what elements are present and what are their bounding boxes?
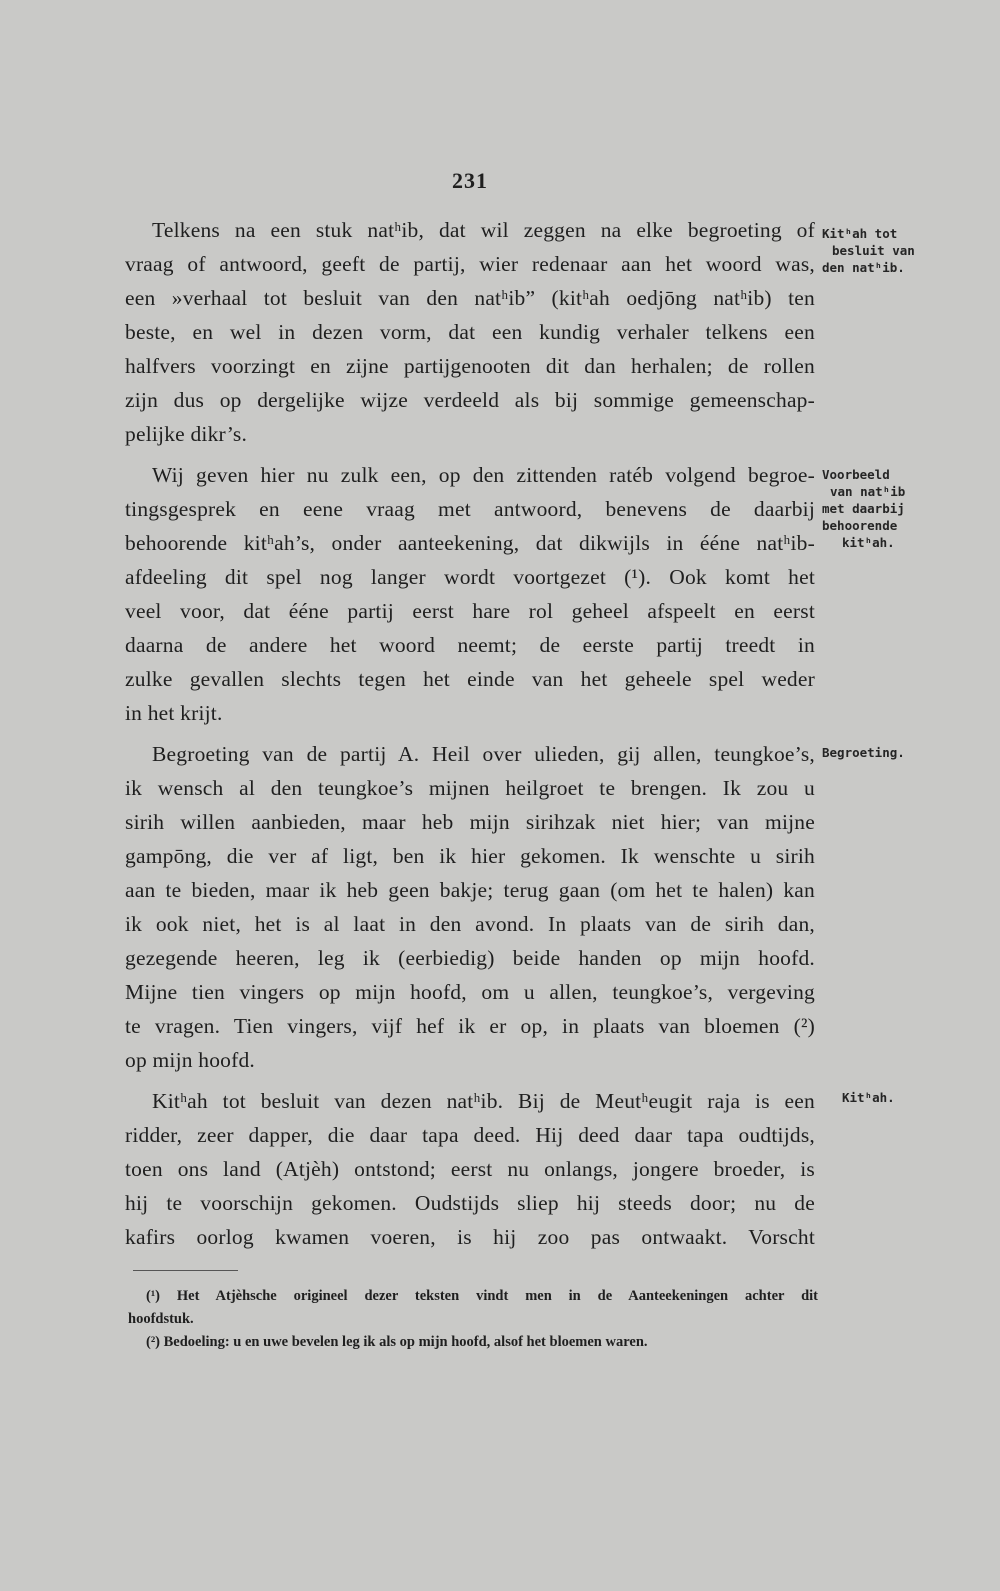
text-line: hij te voorschijn gekomen. Oudstijds sliep hij steeds door; nu de	[125, 1191, 815, 1215]
footnote-line: (²) Bedoeling: u en uwe bevelen leg ik als op mijn hoofd, alsof het bloemen waren.	[146, 1334, 648, 1350]
margin-note-line: den natʰib.	[822, 260, 905, 275]
text-line: afdeeling dit spel nog langer wordt voortgezet (¹). Ook komt het	[125, 565, 815, 589]
margin-note-line: behoorende	[822, 518, 898, 533]
margin-note-line: met daarbij	[822, 501, 905, 516]
text-line: op mijn hoofd.	[125, 1048, 256, 1072]
text-line: ridder, zeer dapper, die daar tapa deed. Hij deed daar tapa oudtijds,	[125, 1123, 815, 1147]
paragraph-kithah-besluit	[125, 1084, 815, 1254]
text-line: tingsgesprek en eene vraag met antwoord, benevens de daarbij	[125, 497, 815, 521]
margin-note-kithah-besluit	[822, 225, 922, 276]
text-line: beste, en wel in dezen vorm, dat een kundig verhaler telkens een	[125, 320, 815, 344]
footnote-line: hoofdstuk.	[128, 1311, 194, 1327]
margin-note-voorbeeld	[822, 466, 922, 551]
text-line: ik ook niet, het is al laat in den avond. In plaats van de sirih dan,	[125, 912, 815, 936]
text-line: behoorende kitʰah’s, onder aanteekening, dat dikwijls in ééne natʰib-	[125, 531, 815, 555]
text-line: in het krijt.	[125, 701, 223, 725]
footnote-line: (¹) Het Atjèhsche origineel dezer teksten vindt men in de Aanteekeningen achter dit	[146, 1288, 818, 1304]
text-line: gampōng, die ver af ligt, ben ik hier gekomen. Ik wenschte u sirih	[125, 844, 815, 868]
text-line: toen ons land (Atjèh) ontstond; eerst nu onlangs, jongere broeder, is	[125, 1157, 815, 1181]
text-line: vraag of antwoord, geeft de partij, wier redenaar aan het woord was,	[125, 252, 815, 276]
footnote-1	[128, 1285, 818, 1331]
margin-note-line: Kitʰah tot	[822, 226, 898, 241]
footnotes	[128, 1285, 818, 1354]
text-line: sirih willen aanbieden, maar heb mijn sirihzak niet hier; van mijne	[125, 810, 815, 834]
margin-note-line: van natʰib	[830, 484, 906, 499]
footnote-2	[128, 1331, 818, 1354]
text-line: zijn dus op dergelijke wijze verdeeld als bij sommige gemeenschap-	[125, 388, 815, 412]
text-line: Kitʰah tot besluit van dezen natʰib. Bij de Meutʰeugit raja is een	[152, 1089, 815, 1113]
margin-note-kithah	[842, 1089, 942, 1106]
text-line: een »verhaal tot besluit van den natʰib” (kitʰah oedjōng natʰib) ten	[125, 286, 815, 310]
paragraph-begroeting	[125, 737, 815, 1077]
text-line: aan te bieden, maar ik heb geen bakje; terug gaan (om het te halen) kan	[125, 878, 815, 902]
text-line: daarna de andere het woord neemt; de eerste partij treedt in	[125, 633, 815, 657]
margin-note-line: Begroeting.	[822, 745, 905, 760]
text-line: te vragen. Tien vingers, vijf hef ik er op, in plaats van bloemen (²)	[125, 1014, 815, 1038]
margin-note-line: besluit van	[832, 243, 915, 258]
text-line: gezegende heeren, leg ik (eerbiedig) beide handen op mijn hoofd.	[125, 946, 815, 970]
text-line: veel voor, dat ééne partij eerst hare rol geheel afspeelt en eerst	[125, 599, 815, 623]
page-number: 231	[452, 168, 488, 193]
margin-note-begroeting	[822, 744, 922, 761]
text-line: Telkens na een stuk natʰib, dat wil zeggen na elke begroeting of	[152, 218, 815, 242]
paragraph-kithah-intro	[125, 213, 815, 451]
text-line: zulke gevallen slechts tegen het einde van het geheele spel weder	[125, 667, 815, 691]
margin-note-line: Voorbeeld	[822, 467, 890, 482]
paragraph-voorbeeld	[125, 458, 815, 730]
footnote-divider	[133, 1270, 238, 1271]
text-line: halfvers voorzingt en zijne partijgenooten dit dan herhalen; de rollen	[125, 354, 815, 378]
text-line: Mijne tien vingers op mijn hoofd, om u allen, teungkoe’s, vergeving	[125, 980, 815, 1004]
text-line: pelijke dikr’s.	[125, 422, 248, 446]
margin-note-line: kitʰah.	[842, 535, 895, 550]
text-line: kafirs oorlog kwamen voeren, is hij zoo pas ontwaakt. Vorscht	[125, 1225, 815, 1249]
text-line: ik wensch al den teungkoe’s mijnen heilgroet te brengen. Ik zou u	[125, 776, 815, 800]
text-line: Wij geven hier nu zulk een, op den zittenden ratéb volgend begroe-	[152, 463, 815, 487]
text-line: Begroeting van de partij A. Heil over ulieden, gij allen, teungkoe’s,	[152, 742, 815, 766]
margin-note-line: Kitʰah.	[842, 1090, 895, 1105]
